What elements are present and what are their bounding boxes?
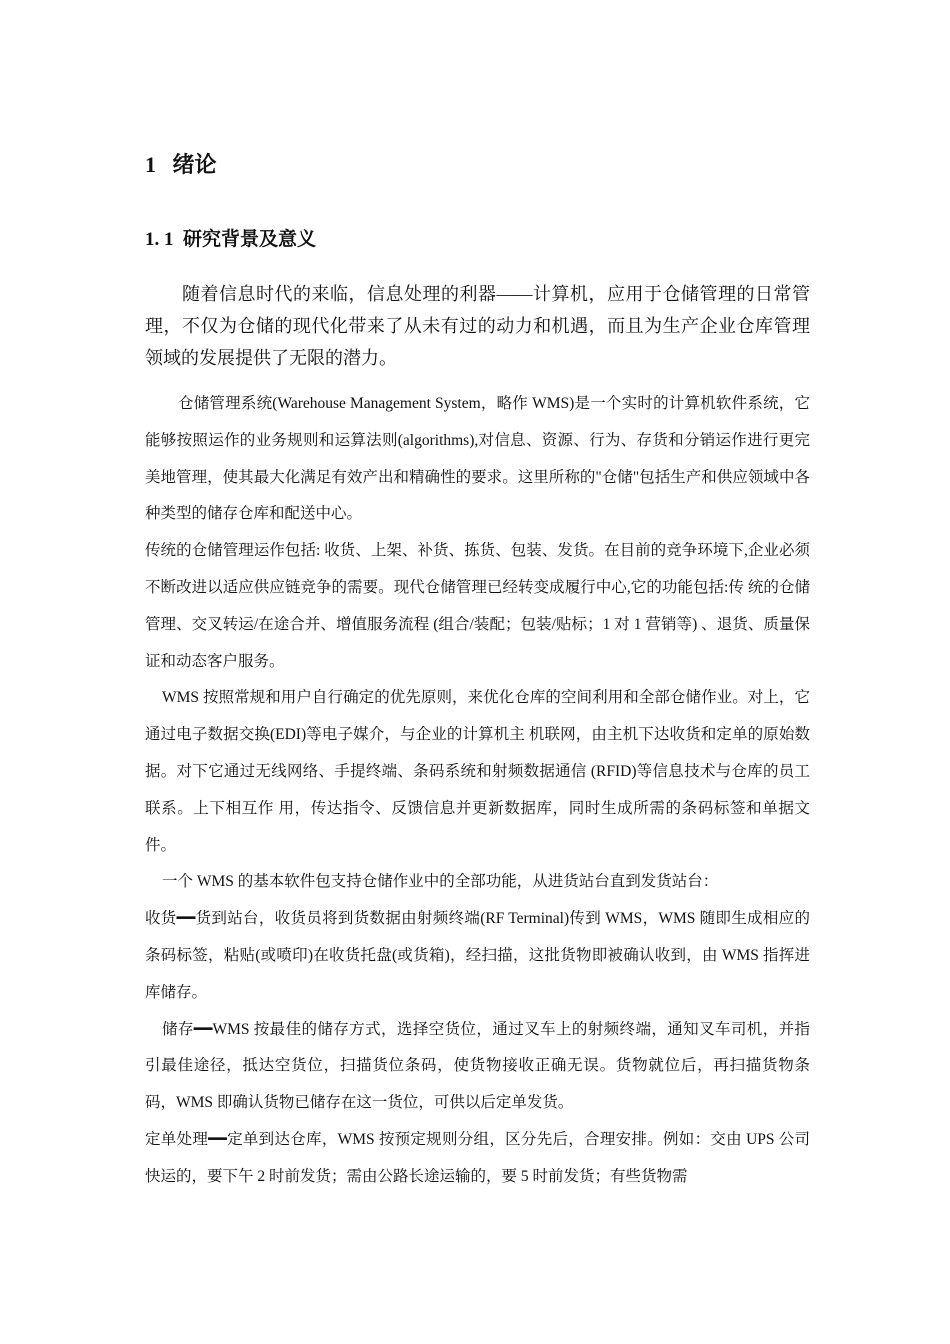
body-text — [145, 386, 810, 1196]
wms-optimization-paragraph: WMS 按照常规和用户自行确定的优先原则，来优化仓库的空间利用和全部仓储作业。对上，它通过电子数据交换(EDI)等电子媒介，与企业的计算机主 机联网，由主机下达收货和定单的原始数据。对下它通过无线网络、手提终端、条码系统和射频数据通信 (RFID)等信息技术与仓库的员工联系。上下相互作 用，传达指令、反馈信息并更新数据库，同时生成所需的条码标签和单据文件。 — [145, 689, 810, 854]
section-title: 研究背景及意义 — [183, 229, 317, 250]
section-number: 1. 1 — [145, 229, 174, 250]
chapter-heading — [145, 148, 217, 179]
intro-paragraph: 随着信息时代的来临，信息处理的利器——计算机，应用于仓储管理的日常管理，不仅为仓储的现代化带来了从未有过的动力和机遇，而且为生产企业仓库管理领域的发展提供了无限的潜力。 — [145, 284, 810, 368]
wms-package-paragraph: 一个 WMS 的基本软件包支持仓储作业中的全部功能，从进货站台直到发货站台： — [162, 873, 719, 891]
wms-definition-paragraph: 仓储管理系统(Warehouse Management System，略作 WMS)是一个实时的计算机软件系统，它能够按照运作的业务规则和运算法则(algorithms),对信息、资源、行为、存货和分销运作进行更完美地管理，使其最大化满足有效产出和精确性的要求。这里所称的"仓储"包括生产和供应领域中各种类型的储存仓库和配送中心。 — [145, 395, 810, 523]
receiving-paragraph: 收货━━货到站台，收货员将到货数据由射频终端(RF Terminal)传到 WMS，WMS 随即生成相应的条码标签，粘贴(或喷印)在收货托盘(或货箱)，经扫描，这批货物即被确认收到，由 WMS 指挥进库储存。 — [145, 910, 810, 1001]
traditional-operations-paragraph: 传统的仓储管理运作包括: 收货、上架、补货、拣货、包装、发货。在目前的竞争环境下,企业必须不断改进以适应供应链竞争的需要。现代仓储管理已经转变成履行中心,它的功能包括:传 统的仓储管理、交叉转运/在途合并、增值服务流程 (组合/装配；包装/贴标；1 对 1 营销等) 、退货、质量保证和动态客户服务。 — [145, 542, 810, 670]
section-heading — [145, 224, 316, 251]
order-processing-paragraph: 定单处理━━定单到达仓库，WMS 按预定规则分组，区分先后，合理安排。例如：交由 UPS 公司快运的，要下午 2 时前发货；需由公路长途运输的，要 5 时前发货；有些货物需 — [145, 1130, 810, 1185]
chapter-number: 1 — [145, 152, 156, 177]
chapter-title: 绪论 — [172, 152, 217, 177]
storage-paragraph: 储存━━WMS 按最佳的储存方式，选择空货位，通过叉车上的射频终端，通知叉车司机，并指引最佳途径，抵达空货位，扫描货位条码，使货物接收正确无误。货物就位后，再扫描货物条码，WMS 即确认货物已储存在这一货位，可供以后定单发货。 — [145, 1020, 810, 1112]
